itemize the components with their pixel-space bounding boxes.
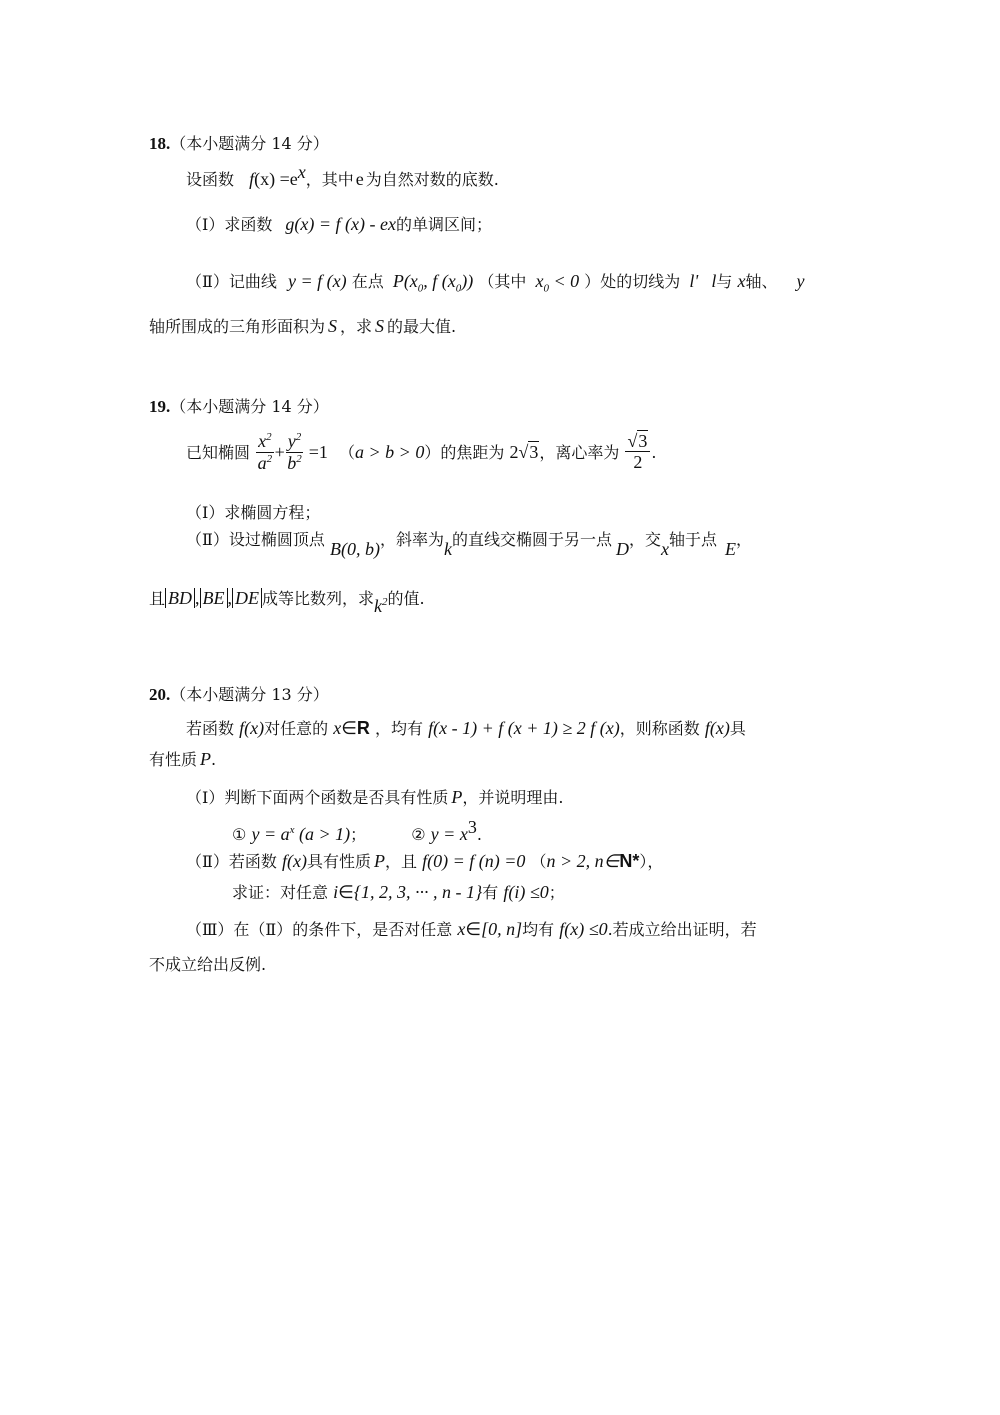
math-eq: $(x) =e^x$ xyxy=(254,162,306,189)
math-abs: BD , BE , DE xyxy=(165,588,262,608)
q20-title xyxy=(149,685,329,705)
math-eq: = f (x) xyxy=(295,271,347,291)
text: ，其中 xyxy=(305,170,354,189)
math-n: n > 2, n∈N* xyxy=(546,851,640,871)
text: ，斜率为 xyxy=(379,530,444,549)
text: 的值. xyxy=(387,589,425,608)
q19-number: 19. xyxy=(149,397,171,416)
math-l: l xyxy=(711,271,717,291)
math-fx: f(x) xyxy=(239,718,265,738)
text: ，则称函数 xyxy=(619,719,700,738)
text: ； xyxy=(350,825,367,844)
text: （ xyxy=(339,443,356,463)
math-l: l' xyxy=(689,271,699,291)
text: .若成立给出证明，若 xyxy=(607,920,757,939)
text: 与 xyxy=(716,272,733,291)
text: 设函数 xyxy=(186,170,235,189)
text: ； xyxy=(548,883,565,902)
math-E: E xyxy=(725,539,737,559)
q19-header: （本小题满分 14 分） xyxy=(170,397,329,416)
math-fi: f(i) ≤0 xyxy=(503,882,549,902)
q20-line1 xyxy=(186,718,746,740)
math-k: k xyxy=(444,539,452,559)
text: ② xyxy=(411,825,426,844)
q18-header: （本小题满分 14 分） xyxy=(170,134,329,153)
math-f1: $y = a^x$ (a > 1) xyxy=(251,824,351,844)
text: ，交 xyxy=(629,530,662,549)
math-g: g xyxy=(285,214,295,234)
q19-part1: （Ⅰ）求椭圆方程； xyxy=(186,503,321,522)
text: 轴于点 xyxy=(669,530,718,549)
text: 具有性质 xyxy=(307,852,372,871)
text: （Ⅱ）记曲线 xyxy=(186,272,277,291)
text: 轴、 xyxy=(745,272,778,291)
text: ， xyxy=(736,530,753,549)
q20-line2 xyxy=(149,749,216,771)
text: ，求 xyxy=(340,317,373,336)
math-f: f xyxy=(249,169,255,189)
q20-line8: 不成立给出反例. xyxy=(149,955,267,974)
q20-number: 20. xyxy=(149,685,171,704)
math-y: y xyxy=(796,271,805,291)
text: 已知椭圆 xyxy=(186,443,251,463)
text: 在点 xyxy=(351,272,384,291)
math-focal: 2√3 xyxy=(509,441,539,462)
math-interval: x∈[0, n] xyxy=(457,919,523,939)
math-cond: a > b > 0 xyxy=(355,441,425,462)
math-set: i∈{1, 2, 3, ··· , n - 1} xyxy=(333,882,483,902)
q19-line1: 已知椭圆 $\frac{x^2}{a^2}$ + $\frac{y^2}{b^2}$ =1 （a > b > 0）的焦距为 2√3，离心率为 $\frac{√3}{2}$ . xyxy=(186,430,657,473)
math-f2: $y = x^3$ xyxy=(430,817,477,844)
text: 有 xyxy=(482,883,499,902)
text: 求证：对任意 xyxy=(232,883,329,902)
math-eq: =1 xyxy=(304,441,328,462)
text: ，并说明理由. xyxy=(462,788,564,807)
q18-part1 xyxy=(186,214,492,236)
math-P: P xyxy=(200,749,212,769)
text: （Ⅰ）求函数 xyxy=(186,215,273,234)
text: 的直线交椭圆于另一点 xyxy=(452,530,613,549)
q20-part2 xyxy=(186,851,663,873)
text: 且 xyxy=(149,589,166,608)
q18-line4 xyxy=(149,316,456,338)
math-y: y xyxy=(287,271,296,291)
text: . xyxy=(476,825,482,844)
text: 的最大值. xyxy=(387,317,457,336)
text: 为自然对数的底数. xyxy=(365,170,499,189)
math-cond: $x_0 < 0$ xyxy=(535,271,580,295)
math-x-in-R: x∈R xyxy=(333,718,370,738)
text: （ xyxy=(530,852,547,871)
text: 对任意的 xyxy=(264,719,329,738)
text: 有性质 xyxy=(149,750,198,769)
text: ，均有 xyxy=(375,719,424,738)
text: ，且 xyxy=(385,852,418,871)
math-fx: f(x) xyxy=(704,718,730,738)
q20-functions xyxy=(232,817,482,846)
math-P: P xyxy=(374,851,386,871)
q20-part1 xyxy=(186,787,563,809)
q20-header: （本小题满分 13 分） xyxy=(170,685,329,704)
text: 若函数 xyxy=(186,719,235,738)
q19-line4 xyxy=(149,588,425,616)
text: ① xyxy=(232,825,247,844)
text: （Ⅱ）若函数 xyxy=(186,852,277,871)
math-P: P xyxy=(451,787,463,807)
q18-title xyxy=(149,134,329,154)
frac-x2-a2: $\frac{x^2}{a^2}$ xyxy=(257,431,273,473)
math-x: x xyxy=(388,214,397,234)
q20-part3 xyxy=(186,919,757,941)
q18-line1 xyxy=(186,162,499,191)
q19-part2 xyxy=(186,529,753,559)
text: ，离心率为 xyxy=(539,443,620,463)
text: （其中 xyxy=(478,272,527,291)
math-x: x xyxy=(737,271,746,291)
q18-part2 xyxy=(186,271,805,296)
q20-proof xyxy=(232,882,565,904)
text: （Ⅲ）在（Ⅱ）的条件下，是否对任意 xyxy=(186,920,453,939)
math-D: D xyxy=(616,539,630,559)
math-cond: f(0) = f (n) =0 xyxy=(422,851,526,871)
math-S: S xyxy=(328,316,338,336)
math-e: e xyxy=(355,169,364,189)
math-x: x xyxy=(661,539,670,559)
text: . xyxy=(211,750,217,769)
text: 轴所围成的三角形面积为 xyxy=(149,317,326,336)
text: ）的焦距为 xyxy=(424,443,505,463)
math-fx-le: f(x) ≤0 xyxy=(559,919,608,939)
q19-title xyxy=(149,397,329,417)
frac-y2-b2: $\frac{y^2}{b^2}$ xyxy=(287,431,302,473)
math-S: S xyxy=(375,316,385,336)
math-point: $P(x_0$, f $(x_0)$) xyxy=(392,271,474,295)
math-fx: f(x) xyxy=(281,851,307,871)
math-eq: (x) = f (x) - e xyxy=(294,214,389,234)
text: 的单调区间； xyxy=(396,215,493,234)
text: ）处的切线为 xyxy=(584,272,681,291)
math-k2: $k^2$ xyxy=(374,596,388,616)
frac-ecc: $\frac{√3}{2}$ xyxy=(625,432,650,474)
text: 均有 xyxy=(522,920,555,939)
text: （Ⅰ）判断下面两个函数是否具有性质 xyxy=(186,788,449,807)
text: （Ⅱ）设过椭圆顶点 xyxy=(186,530,325,549)
text: 成等比数列，求 xyxy=(262,589,375,608)
text: 具 xyxy=(729,719,746,738)
text: . xyxy=(651,443,657,463)
math-ineq: f(x - 1) + f (x + 1) ≥ 2 f (x) xyxy=(428,718,620,738)
text: ）， xyxy=(639,852,664,871)
math-B: B(0, b) xyxy=(329,539,380,559)
q18-number: 18. xyxy=(149,134,171,153)
